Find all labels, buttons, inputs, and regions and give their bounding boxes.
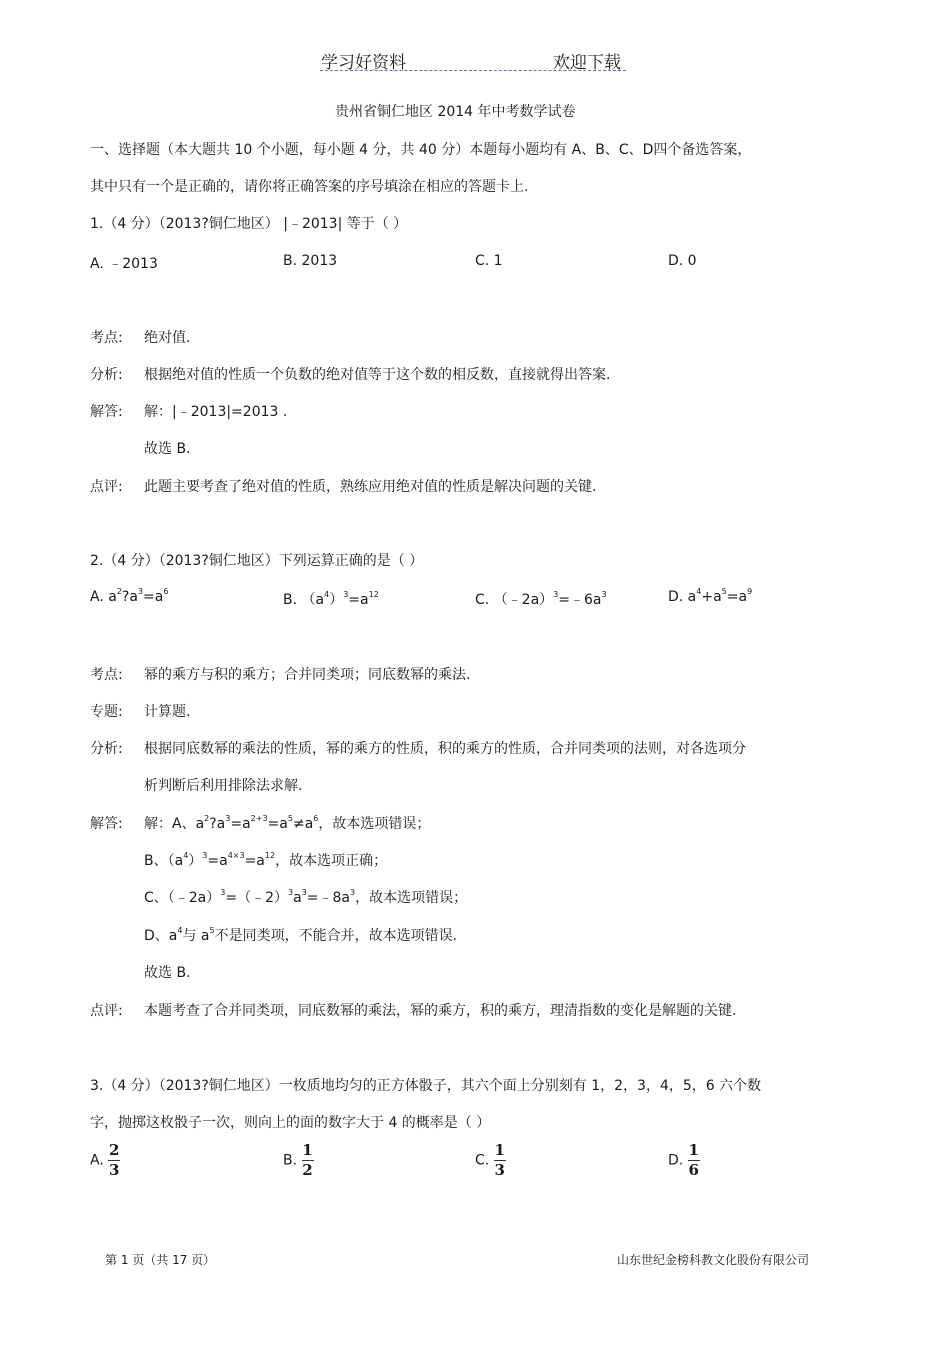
q3-option-b-fraction bbox=[302, 1142, 314, 1179]
q2-zhuanti: 计算题. bbox=[144, 704, 191, 720]
document-title: 贵州省铜仁地区 2014 年中考数学试卷 bbox=[335, 104, 576, 120]
q3-option-c-fraction bbox=[494, 1142, 506, 1179]
q3-option-a-fraction bbox=[108, 1142, 120, 1179]
q2-jieda-b-tail: ，故本选项正确； bbox=[275, 853, 388, 869]
section-instructions-line1: 一、选择题（本大题共 10 个小题，每小题 4 分，共 40 分）本题每小题均有 A、B、C、D四个备选答案， bbox=[90, 142, 752, 158]
q2-fenxi-2: 析判断后利用排除法求解. bbox=[144, 778, 303, 794]
q2-jieda-d-tail: 不是同类项，不能合并，故本选项错误. bbox=[214, 928, 458, 944]
q2-option-d: D. $a^4+a^5=a^9$ bbox=[668, 587, 753, 605]
q1-kaodian: 绝对值. bbox=[144, 330, 191, 346]
q3-option-b-prefix: B. bbox=[283, 1152, 298, 1169]
q3-option-c-denominator: 3 bbox=[494, 1161, 505, 1179]
q2-jie: 解： bbox=[144, 816, 172, 832]
q3-option-d-numerator: 1 bbox=[688, 1141, 699, 1159]
q2-jieda-end: 故选 B. bbox=[144, 965, 191, 981]
q3-option-c-prefix: C. bbox=[475, 1152, 490, 1169]
section-instructions-line2: 其中只有一个是正确的，请你将正确答案的序号填涂在相应的答题卡上. bbox=[90, 179, 529, 195]
q1-option-b: B. 2013 bbox=[283, 253, 338, 269]
q3-option-d-fraction bbox=[688, 1142, 700, 1179]
q2-fenxi-label: 分析: bbox=[90, 741, 123, 757]
q3-option-c bbox=[475, 1142, 506, 1179]
header-right: 欢迎下载 bbox=[553, 53, 621, 73]
q2-jieda-label: 解答: bbox=[90, 816, 123, 832]
q1-dianping: 此题主要考查了绝对值的性质，熟练应用绝对值的性质是解决问题的关键. bbox=[144, 479, 597, 495]
q1-dianping-label: 点评: bbox=[90, 479, 123, 495]
q1-kaodian-label: 考点: bbox=[90, 330, 123, 346]
q3-option-b-denominator: 2 bbox=[302, 1161, 313, 1179]
footer-publisher: 山东世纪金榜科教文化股份有限公司 bbox=[617, 1253, 810, 1267]
q3-option-b-numerator: 1 bbox=[302, 1141, 313, 1159]
q2-dianping: 本题考查了合并同类项，同底数幂的乘法，幂的乘方，积的乘方，理清指数的变化是解题的关键. bbox=[144, 1003, 737, 1019]
q2-option-a-prefix: A. bbox=[90, 589, 104, 605]
q2-jieda-d: D、$a^4$与 $a^5$不是同类项，不能合并，故本选项错误. bbox=[144, 926, 458, 944]
q2-jieda-c: C、$(﹣2a)^3=(﹣2)^3a^3=﹣8a^3$，故本选项错误； bbox=[144, 888, 468, 906]
q2-dianping-label: 点评: bbox=[90, 1003, 123, 1019]
q3-option-c-numerator: 1 bbox=[494, 1141, 505, 1159]
header-left: 学习好资料 bbox=[321, 53, 406, 73]
header-divider bbox=[320, 70, 626, 71]
q2-zhuanti-label: 专题: bbox=[90, 704, 123, 720]
q3-stem-line2: 字，抛掷这枚骰子一次，则向上的面的数字大于 4 的概率是（ ） bbox=[90, 1115, 491, 1131]
q1-fenxi-label: 分析: bbox=[90, 367, 123, 383]
q3-stem-line1: 3.（4 分）（2013?铜仁地区）一枚质地均匀的正方体骰子，其六个面上分别刻有 1，2，3，4，5，6 六个数 bbox=[90, 1078, 762, 1094]
q1-jieda-label: 解答: bbox=[90, 404, 123, 420]
q2-fenxi-1: 根据同底数幂的乘法的性质，幂的乘方的性质，积的乘方的性质，合并同类项的法则，对各选项分 bbox=[144, 741, 746, 757]
q1-stem: 1.（4 分）（2013?铜仁地区） |﹣2013| 等于（ ） bbox=[90, 216, 408, 232]
q2-kaodian-label: 考点: bbox=[90, 667, 123, 683]
q2-jieda-a-tail: ，故本选项错误； bbox=[318, 816, 431, 832]
q3-option-a-prefix: A. bbox=[90, 1152, 104, 1169]
q1-fenxi: 根据绝对值的性质一个负数的绝对值等于这个数的相反数，直接就得出答案. bbox=[144, 367, 611, 383]
q2-jieda-b: B、$(a^4)^3=a^{4\times 3}=a^{12}$，故本选项正确； bbox=[144, 851, 388, 869]
q2-option-c: C. $(﹣2a)^3=﹣6a^3$ bbox=[475, 590, 607, 608]
q1-option-c: C. 1 bbox=[475, 253, 503, 269]
footer-page-number: 第 1 页（共 17 页） bbox=[105, 1253, 216, 1267]
q3-option-d bbox=[668, 1142, 700, 1179]
q1-jieda-1: 解：|﹣2013|=2013 . bbox=[144, 404, 288, 420]
q2-option-a: A. $a^2?a^3=a^6$ bbox=[90, 587, 169, 605]
q2-option-b-prefix: B. bbox=[283, 592, 298, 608]
q3-option-a-denominator: 3 bbox=[109, 1161, 120, 1179]
q2-option-b: B. $(a^4)^3=a^{12}$ bbox=[283, 590, 379, 608]
q3-option-a-numerator: 2 bbox=[109, 1141, 120, 1159]
q2-jieda-a: 解：A、$a^2?a^3=a^{2+3}=a^5\ne a^6$，故本选项错误； bbox=[144, 814, 431, 832]
q3-option-a bbox=[90, 1142, 120, 1179]
q2-stem: 2.（4 分）（2013?铜仁地区）下列运算正确的是（ ） bbox=[90, 553, 424, 569]
q3-option-d-denominator: 6 bbox=[688, 1161, 699, 1179]
q2-kaodian: 幂的乘方与积的乘方；合并同类项；同底数幂的乘法. bbox=[144, 667, 471, 683]
q1-jieda-2: 故选 B. bbox=[144, 441, 191, 457]
q3-option-b bbox=[283, 1142, 314, 1179]
q1-option-a: A. ﹣2013 bbox=[90, 256, 158, 272]
q2-option-c-prefix: C. bbox=[475, 592, 490, 608]
q2-jieda-c-tail: ，故本选项错误； bbox=[355, 890, 468, 906]
q1-option-d: D. 0 bbox=[668, 253, 697, 269]
q2-option-d-prefix: D. bbox=[668, 589, 684, 605]
q3-option-d-prefix: D. bbox=[668, 1152, 684, 1169]
